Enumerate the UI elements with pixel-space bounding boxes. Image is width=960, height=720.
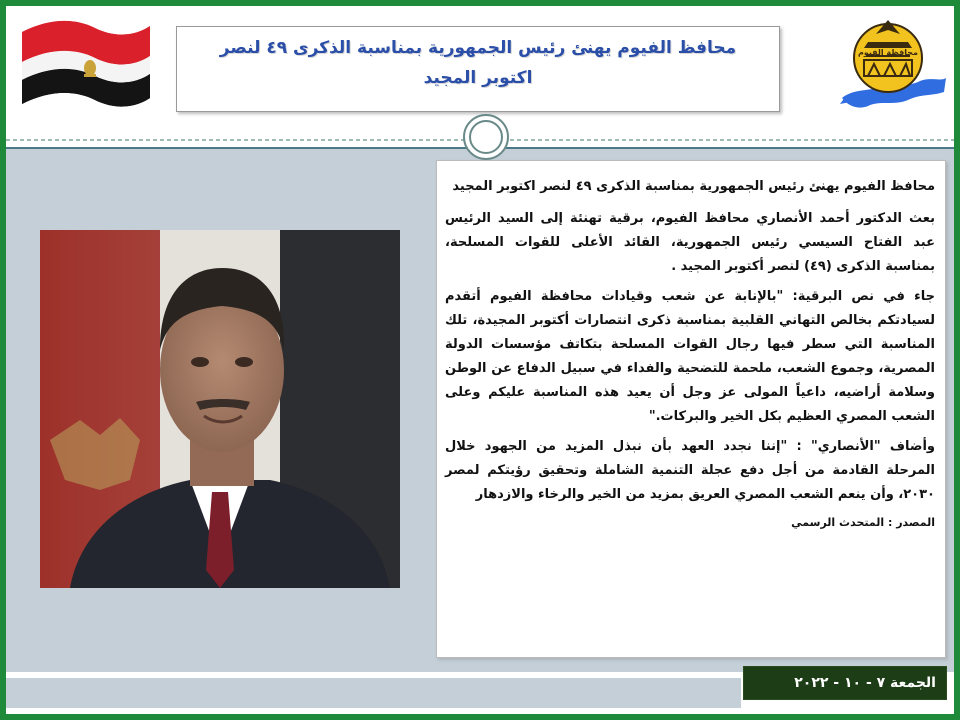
egypt-flag-icon [20, 16, 152, 112]
article-source: المصدر : المتحدث الرسمي [791, 516, 935, 529]
circle-ornament-icon [461, 112, 511, 162]
article-paragraph: بعث الدكتور أحمد الأنصاري محافظ الفيوم، برقية تهنئة إلى السيد الرئيس عبد الفتاح السيسي رئيس الجمهورية، القائد الأعلى للقوات المسلحة، بمناسبة الذكرى (٤٩) لنصر أكتوبر المجيد . [445, 211, 935, 274]
date-badge [743, 666, 947, 700]
title-box [176, 26, 780, 112]
logo-text: محافظة الفيوم [857, 48, 919, 57]
article-paragraph: جاء في نص البرقية: "بالإنابة عن شعب وقيادات محافظة الفيوم أتقدم لسيادتكم بخالص التهاني القلبية بمناسبة ذكرى انتصارات أكتوبر المجيدة، تلك المناسبة التي سطر فيها رجال القوات المسلحة بتكاتف مؤسسات الدولة المصرية، وجموع الشعب، ملحمة للتضحية والفداء في سبيل الدفاع عن الوطن وسلامة أراضيه، داعياً المولى عز وجل أن يعيد هذه المناسبة عليكم وعلى الشعب المصري العظيم بكل الخير والبركات." [445, 289, 935, 424]
article-paragraph: وأضاف "الأنصاري" : "إننا نجدد العهد بأن نبذل المزيد من الجهود خلال المرحلة القادمة من أجل دفع عجلة التنمية الشاملة وتحقيق رؤيتكم لمصر ٢٠٣٠، وأن ينعم الشعب المصري العريق بمزيد من الخير والرخاء والازدهار [445, 439, 935, 502]
footer-strip [6, 678, 741, 708]
article-lead: محافظ الفيوم يهنئ رئيس الجمهورية بمناسبة الذكرى ٤٩ لنصر اكتوبر المجيد [452, 179, 935, 194]
fayoum-logo-icon [834, 12, 949, 120]
article-body [436, 160, 946, 658]
date-text: الجمعة ٧ - ١٠ - ٢٠٢٢ [794, 675, 936, 691]
page-title: محافظ الفيوم يهنئ رئيس الجمهورية بمناسبة الذكرى ٤٩ لنصر اكتوبر المجيد [219, 38, 737, 88]
president-photo [40, 230, 400, 588]
